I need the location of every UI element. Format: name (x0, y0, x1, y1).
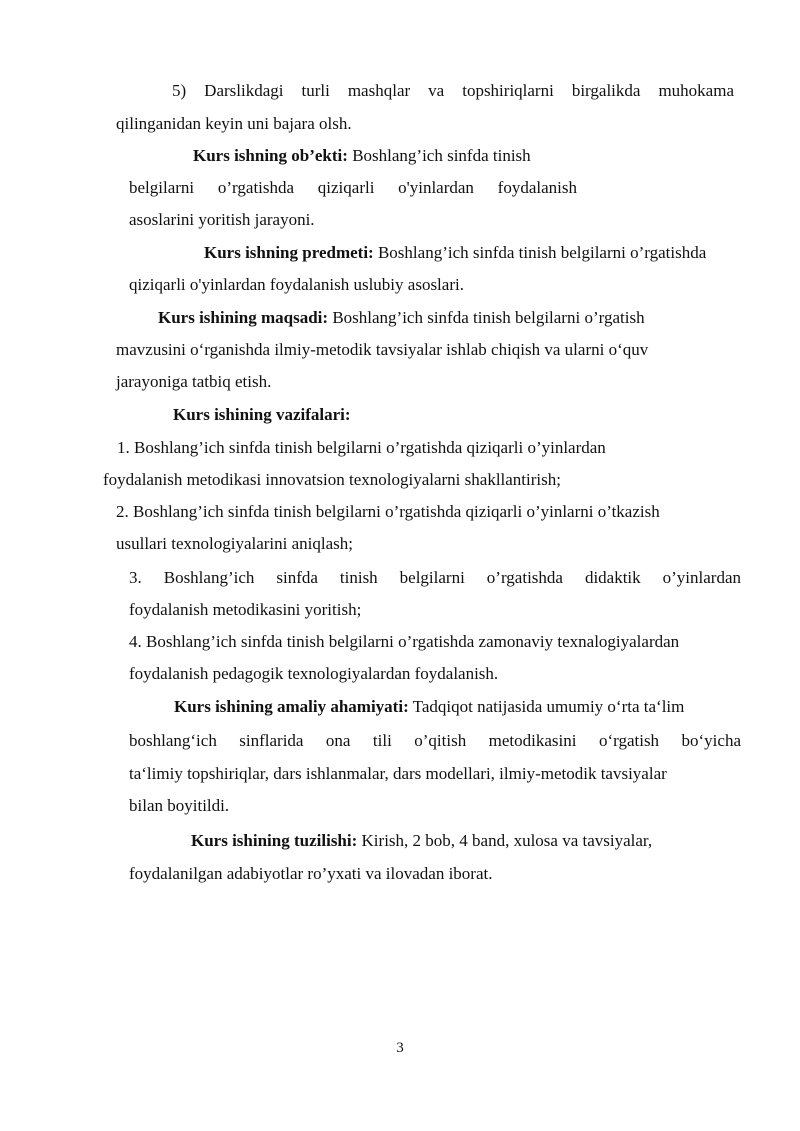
predmet-line2: qiziqarli o'yinlardan foydalanish uslubiy asoslari. (129, 275, 464, 294)
item5-line1: 5) Darslikdagi turli mashqlar va topshiriqlarni birgalikda muhokama (172, 81, 734, 100)
amaliy-line2: boshlang‘ich sinflarida ona tili o’qitish metodikasini o‘rgatish bo‘yicha (129, 731, 741, 750)
maqsad-label: Kurs ishining maqsadi: (158, 308, 329, 327)
vazifa-1-line1: 1. Boshlang’ich sinfda tinish belgilarni o’rgatishda qiziqarli o’yinlardan (117, 438, 606, 457)
vazifa-2-line2: usullari texnologiyalarini aniqlash; (116, 534, 354, 553)
amaliy-line3: ta‘limiy topshiriqlar, dars ishlanmalar, dars modellari, ilmiy-metodik tavsiyalar (129, 764, 667, 783)
amaliy-line4: bilan boyitildi. (129, 796, 230, 815)
predmet-line1 (204, 242, 706, 264)
tuzilishi-line2: foydalanilgan adabiyotlar ro’yxati va ilovadan iborat. (129, 864, 493, 883)
maqsad-line2: mavzusini o‘rganishda ilmiy-metodik tavsiyalar ishlab chiqish va ularni o‘quv (116, 340, 649, 359)
predmet-label: Kurs ishning predmeti: (204, 243, 374, 262)
vazifa-4-line2: foydalanish pedagogik texnologiyalardan foydalanish. (129, 664, 499, 683)
maqsad-line3: jarayoniga tatbiq etish. (116, 372, 272, 391)
vazifa-3-line2: foydalanish metodikasini yoritish; (129, 600, 362, 619)
obyekt-line3: asoslarini yoritish jarayoni. (129, 210, 315, 229)
amaliy-line1 (174, 696, 684, 718)
maqsad-text: Boshlang’ich sinfda tinish belgilarni o’rgatish (328, 308, 645, 327)
tuzilishi-label: Kurs ishining tuzilishi: (191, 831, 358, 850)
amaliy-text: Tadqiqot natijasida umumiy o‘rta ta‘lim (408, 697, 685, 716)
obyekt-line2: belgilarni o’rgatishda qiziqarli o'yinlardan foydalanish (129, 178, 577, 197)
vazifa-1-line2: foydalanish metodikasi innovatsion texnologiyalarni shakllantirish; (103, 470, 561, 489)
vazifa-4-line1: 4. Boshlang’ich sinfda tinish belgilarni o’rgatishda zamonaviy texnalogiyalardan (129, 632, 680, 651)
maqsad-line1 (158, 307, 645, 329)
vazifa-2-line1: 2. Boshlang’ich sinfda tinish belgilarni o’rgatishda qiziqarli o’yinlarni o’tkazish (116, 502, 660, 521)
page-number: 3 (396, 1040, 404, 1056)
obyekt-text: Boshlang’ich sinfda tinish (347, 146, 531, 165)
vazifalar-heading (173, 404, 351, 426)
predmet-text: Boshlang’ich sinfda tinish belgilarni o’rgatishda (373, 243, 707, 262)
item5-line2: qilinganidan keyin uni bajara olsh. (116, 114, 352, 133)
amaliy-label: Kurs ishining amaliy ahamiyati: (174, 697, 409, 716)
obyekt-label: Kurs ishning ob’ekti: (193, 146, 348, 165)
obyekt-line1 (193, 145, 531, 167)
vazifalar-label: Kurs ishining vazifalari: (173, 405, 351, 424)
tuzilishi-line1 (191, 830, 652, 852)
vazifa-3-line1: 3. Boshlang’ich sinfda tinish belgilarni o’rgatishda didaktik o’yinlardan (129, 568, 741, 587)
tuzilishi-text: Kirish, 2 bob, 4 band, xulosa va tavsiyalar, (357, 831, 653, 850)
